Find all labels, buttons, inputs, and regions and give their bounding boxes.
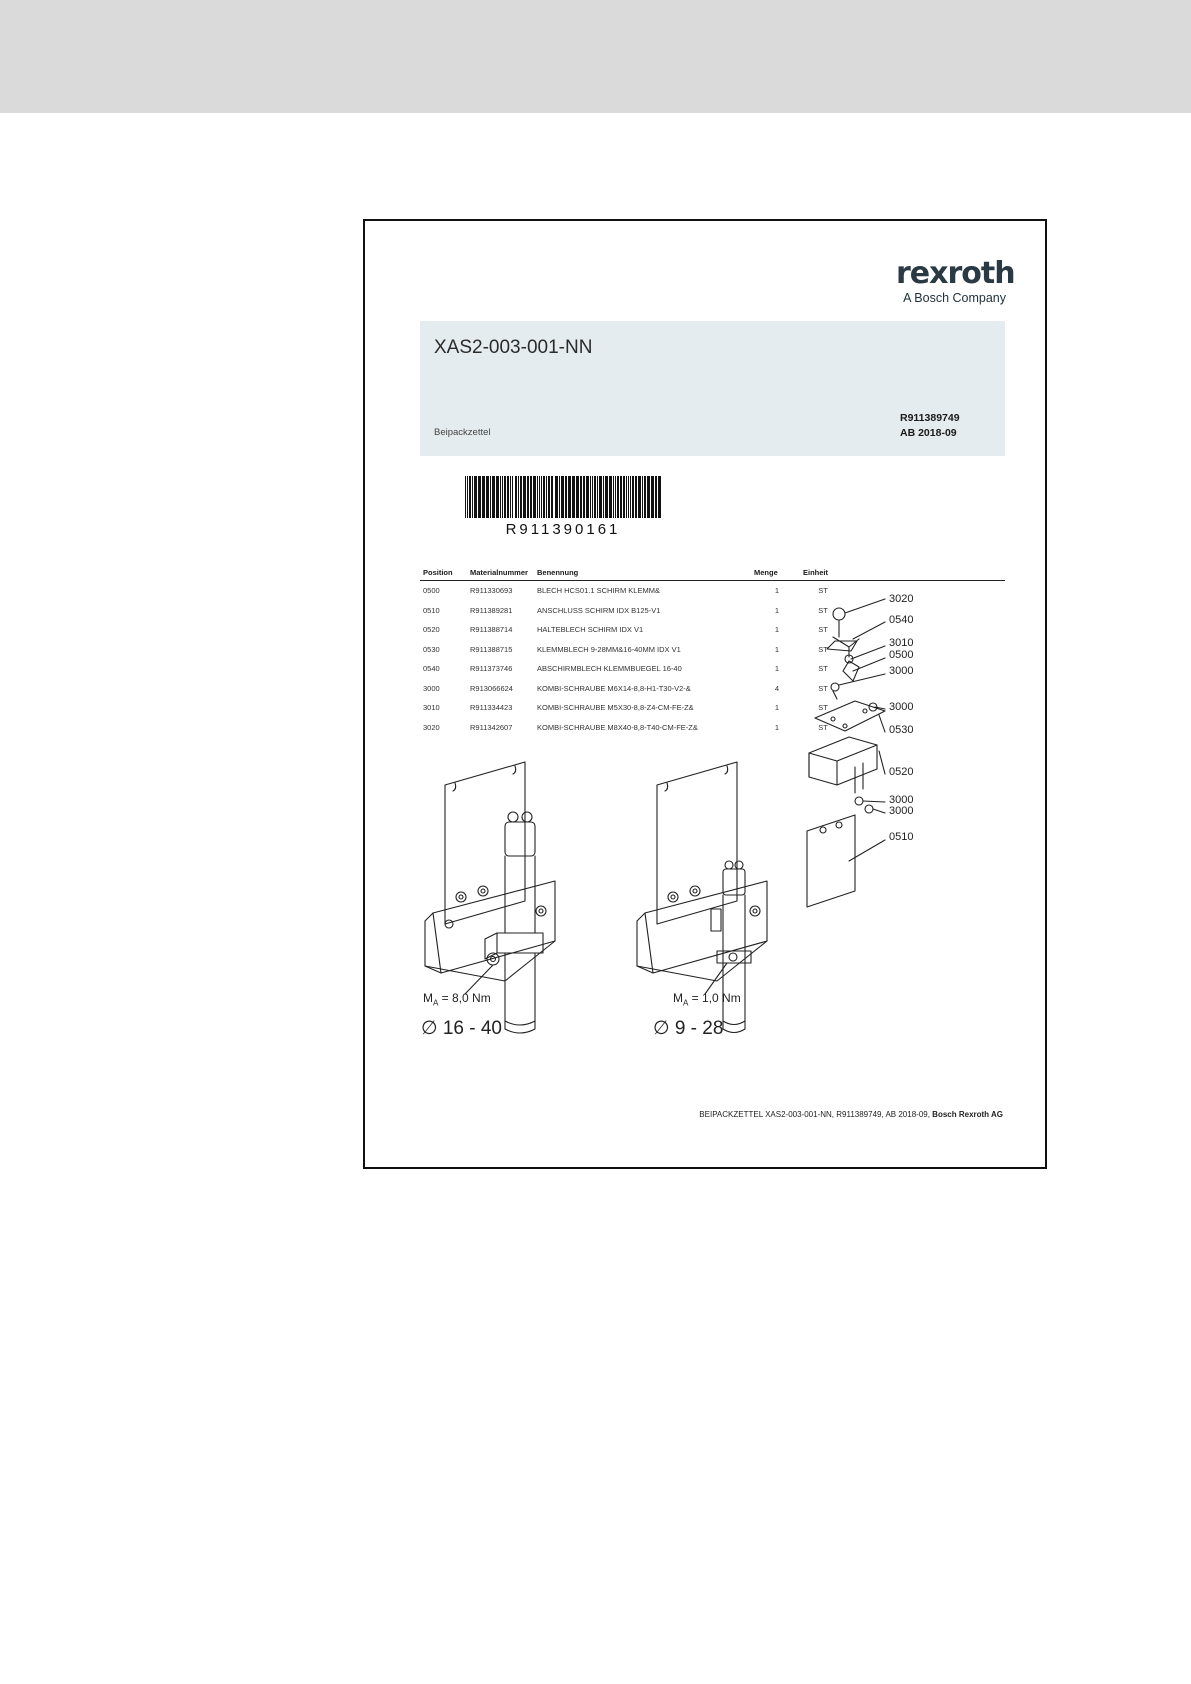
col-position: Position (420, 568, 467, 581)
cell-position: 0510 (423, 605, 440, 615)
material-number: R911389749 (900, 412, 960, 424)
cell-unit: ST (818, 664, 828, 674)
cell-qty: 1 (774, 586, 780, 596)
cell-unit: ST (818, 683, 828, 693)
diameter-range-right: ∅ 9 - 28 (653, 1018, 724, 1039)
cell-material: R911334423 (470, 703, 513, 713)
callout-label: 0530 (889, 724, 914, 736)
logo-subtitle: A Bosch Company (903, 291, 1006, 305)
page-title: XAS2-003-001-NN (434, 337, 593, 358)
barcode-number: R911390161 (505, 521, 621, 538)
logo-wordmark: rexroth (896, 256, 1015, 291)
cell-material: R911388714 (470, 625, 513, 635)
callout-labels (889, 593, 913, 843)
col-qty: Menge (751, 568, 800, 581)
cell-qty: 1 (774, 644, 780, 654)
cell-qty: 1 (774, 605, 780, 615)
callout-label: 3020 (889, 593, 914, 605)
callout-label: 3000 (889, 805, 914, 817)
callout-label: 3000 (889, 665, 914, 677)
cell-unit: ST (818, 644, 828, 654)
cell-qty: 1 (774, 664, 780, 674)
cell-position: 0540 (423, 664, 440, 674)
col-unit: Einheit (800, 568, 843, 581)
document-type: Beipackzettel (434, 427, 491, 438)
cell-unit: ST (818, 703, 828, 713)
callout-label: 0500 (889, 649, 914, 661)
cell-unit: ST (818, 625, 828, 635)
callout-label: 0540 (889, 614, 914, 626)
cell-material: R911342607 (470, 722, 513, 732)
callout-label: 3010 (889, 637, 914, 649)
cell-position: 3000 (423, 683, 440, 693)
cell-position: 3020 (423, 722, 440, 732)
cell-material: R911389281 (470, 605, 513, 615)
cell-qty: 4 (774, 683, 780, 693)
cell-qty: 1 (774, 722, 780, 732)
cell-name: HALTEBLECH SCHIRM IDX V1 (537, 625, 644, 635)
cell-name: ABSCHIRMBLECH KLEMMBUEGEL 16-40 (537, 664, 682, 674)
cell-material: R911373746 (470, 664, 513, 674)
col-material: Materialnummer (467, 568, 534, 581)
cell-material: R913066624 (470, 683, 513, 693)
exploded-view-drawing (807, 608, 885, 907)
callout-label: 3000 (889, 701, 914, 713)
cell-position: 0530 (423, 644, 440, 654)
cell-material: R911388715 (470, 644, 513, 654)
cell-unit: ST (818, 586, 828, 596)
top-banner (0, 0, 1191, 113)
document-footer: BEIPACKZETTEL XAS2-003-001-NN, R911389749, AB 2018-09, Bosch Rexroth AG (699, 1110, 1003, 1119)
cell-unit: ST (818, 722, 828, 732)
cell-unit: ST (818, 605, 828, 615)
edition-label: AB 2018-09 (900, 427, 957, 439)
document-sheet (363, 219, 1047, 1169)
cell-name: BLECH HCS01.1 SCHIRM KLEMM& (537, 586, 660, 596)
cell-name: KLEMMBLECH 9-28MM&16-40MM IDX V1 (537, 644, 681, 654)
col-name: Benennung (534, 568, 751, 581)
cell-name: KOMBI-SCHRAUBE M8X40-8,8-T40-CM-FE-Z& (537, 722, 698, 732)
torque-label-left: $M_A = 8,0$ Nm (423, 991, 491, 1008)
cell-material: R911330693 (470, 586, 513, 596)
cell-qty: 1 (774, 703, 780, 713)
cell-position: 0500 (423, 586, 440, 596)
cell-qty: 1 (774, 625, 780, 635)
cell-position: 0520 (423, 625, 440, 635)
cell-name: KOMBI-SCHRAUBE M6X14-8,8-H1-T30-V2-& (537, 683, 691, 693)
cell-name: ANSCHLUSS SCHIRM IDX B125-V1 (537, 605, 661, 615)
callout-label: 0520 (889, 766, 914, 778)
callout-label: 0510 (889, 831, 914, 843)
cell-name: KOMBI-SCHRAUBE M5X30-8,8-Z4-CM-FE-Z& (537, 703, 694, 713)
cell-position: 3010 (423, 703, 440, 713)
torque-label-right: $M_A = 1,0$ Nm (673, 991, 741, 1008)
callout-label: 3000 (889, 794, 914, 806)
diameter-range-left: ∅ 16 - 40 (421, 1018, 502, 1039)
